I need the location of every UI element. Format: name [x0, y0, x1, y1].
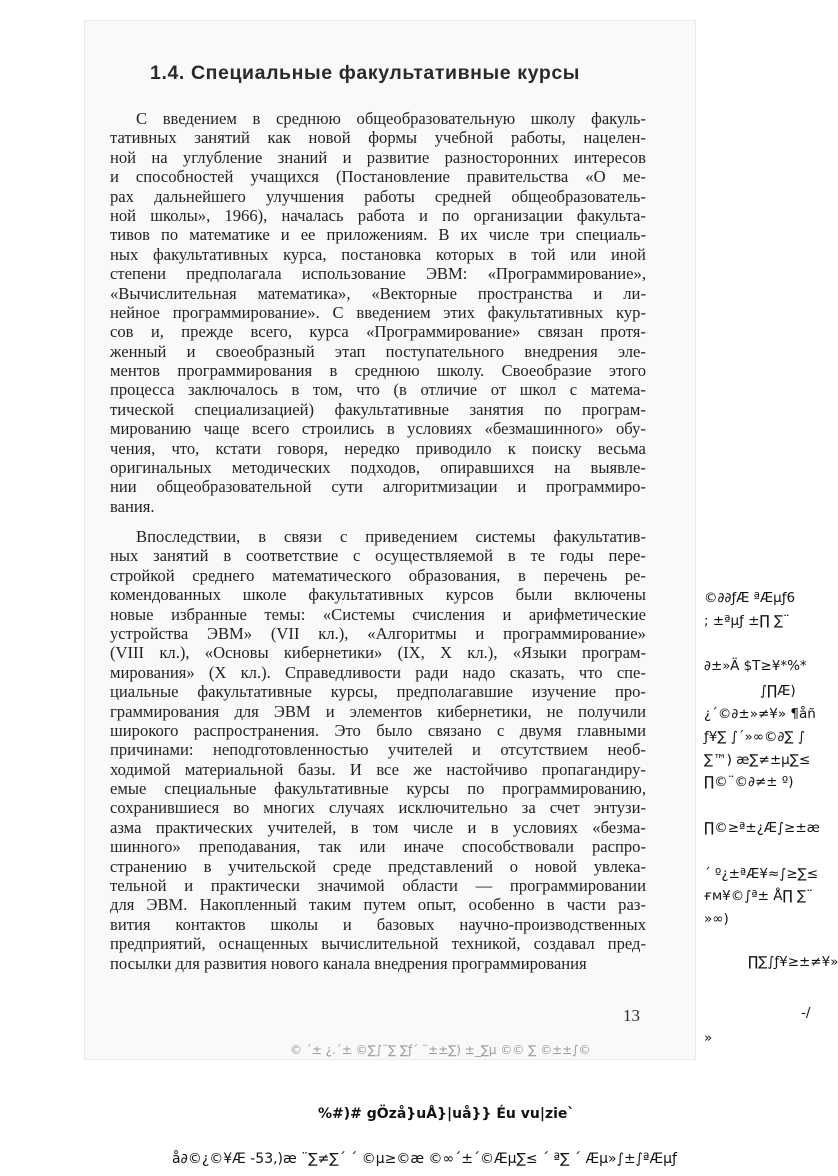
garbled-fragment: ғм¥©∫ª± Å∏ ∑¨ — [704, 888, 813, 904]
garbled-fragment: ´ º¿±ªÆ¥≈∫≥∑≤ — [704, 866, 819, 882]
text-line: ных занятий в соответствие с осуществляемой в те годы пере- — [110, 546, 646, 566]
text-line: странению в учительской среде представлений о новой увлека- — [110, 856, 646, 876]
text-line: нии общеобразовательной сути алгоритмизации и программиро- — [110, 477, 646, 497]
garbled-text-line: å∂©¿©¥Æ -53,)æ ¨∑≠∑´ ´ ©µ≥©æ ©∞´±´©Æµ∑≤ ´ ª∑ ´ Æµ»∫±∫ªÆµƒ — [172, 1151, 677, 1167]
text-line: вития контактов школы и базовых научно-производственных — [110, 914, 646, 934]
text-line: сохранившиеся во многих случаях исключительно за счет энтузи- — [110, 798, 646, 818]
text-line: тической специализацией) факультативные занятия по програм- — [110, 399, 646, 419]
text-line: тативных занятий как новой формы учебной работы, нацелен- — [110, 128, 646, 148]
text-line: комендованных школе факультативных курсов были включены — [110, 585, 646, 605]
text-line: шинного» преподавания, так или иначе способствовали распро- — [110, 837, 646, 857]
garbled-title-line: %#)# gÖzå}uÅ}|uå}} Éu vu|zie` — [318, 1106, 575, 1122]
garbled-fragment: ∑™) æ∑≠±µ∑≤ — [704, 752, 811, 768]
text-line: новые избранные темы: «Системы счисления и арифметические — [110, 604, 646, 624]
garbled-fragment: -/ — [801, 1005, 811, 1021]
paragraph-2 — [110, 527, 646, 973]
text-line: циальные факультативные курсы, предполагавшие изучение про- — [110, 682, 646, 702]
text-line: мированию чаще всего строились в условиях «безмашинного» обу- — [110, 419, 646, 439]
text-line: емые специальные факультативные курсы по программированию, — [110, 779, 646, 799]
garbled-fragment: ©∂∂ƒÆ ªÆµƒ6 — [704, 590, 796, 606]
text-line: стройкой среднего математического образования, в перечень ре- — [110, 565, 646, 585]
text-line: посылки для развития нового канала внедрения программирования — [110, 953, 587, 973]
text-line: ментов программирования в среднюю школу. Своеобразие этого — [110, 361, 646, 381]
text-line: женный и своеобразный этап поступательного внедрения эле- — [110, 341, 646, 361]
text-line: С введением в среднюю общеобразовательную школу факуль- — [136, 109, 646, 128]
text-line: мирования» (X кл.). Справедливости ради надо сказать, что спе- — [110, 662, 646, 682]
garbled-fragment: ; ±ªµƒ ±∏ ∑¨ — [704, 613, 790, 629]
garbled-fragment: ƒ¥∑ ∫´»∞©∂∑ ∫ — [704, 729, 805, 745]
faint-garbled-line: © ´± ¿.´± ©∑∫¨∑ ∑ƒ´ ¨±±∑) ±_∑µ ©© ∑ ©±±∫© — [290, 1043, 591, 1057]
garbled-fragment: ∂±»Ä $T≥¥*%* — [704, 658, 807, 674]
garbled-fragment: ∏©¨©∂≠± º) — [704, 774, 794, 790]
text-line: «Вычислительная математика», «Векторные пространства и ли- — [110, 283, 646, 303]
text-line: предприятий, оснащенных вычислительной техникой, создавал пред- — [110, 934, 646, 954]
text-line: тельной и практически значимой области — программировании — [110, 876, 646, 896]
text-line: широкого распространения. Это было связано с двумя главными — [110, 720, 646, 740]
text-line: вания. — [110, 496, 155, 516]
text-line: рах дальнейшего улучшения работы средней общеобразователь- — [110, 186, 646, 206]
text-line: сов и, прежде всего, курса «Программирование» связан протя- — [110, 322, 646, 342]
garbled-fragment: » — [704, 1030, 713, 1046]
text-line: ных факультативных курса, постановка которых в той или иной — [110, 244, 646, 264]
section-heading: 1.4. Специальные факультативные курсы — [150, 62, 581, 84]
text-line: степени предполагала использование ЭВМ: «Программирование», — [110, 264, 646, 284]
text-line: устройства ЭВМ» (VII кл.), «Алгоритмы и программирование» — [110, 623, 646, 643]
text-line: оригинальных методических подходов, опиравшихся на выявле- — [110, 458, 646, 478]
text-line: ной на углубление знаний и развитие разносторонних интересов — [110, 147, 646, 167]
page-number: 13 — [623, 1006, 640, 1025]
text-line: чения, что, кстати говоря, нередко приводило к поиску весьма — [110, 438, 646, 458]
text-line: граммирования для ЭВМ и элементов кибернетики, не получили — [110, 701, 646, 721]
text-line: Впоследствии, в связи с приведением системы факультатив- — [136, 527, 646, 546]
garbled-fragment: ∏∑∫ƒ¥≥±≠¥» — [748, 954, 838, 970]
text-line: (VIII кл.), «Основы кибернетики» (IX, X кл.), «Языки програм- — [110, 643, 646, 663]
garbled-fragment: ∏©≥ª±¿Æ∫≥±æ — [704, 820, 820, 836]
text-line: тивов по математике и ее приложениям. В их числе три специаль- — [110, 225, 646, 245]
text-line: нейное программирование». С введением этих факультативных кур- — [110, 302, 646, 322]
garbled-fragment: ¿´©∂±»≠¥» ¶åñ — [704, 706, 816, 722]
paragraph-1 — [110, 109, 646, 516]
garbled-fragment: »∞) — [704, 911, 729, 927]
text-line: и способностей учащихся (Постановление правительства «О ме- — [110, 167, 646, 187]
text-line: ходимой материальной базы. И все же настойчиво пропагандиру- — [110, 759, 646, 779]
text-line: причинами: неподготовленностью учителей и отсутствием необ- — [110, 740, 646, 760]
text-line: для ЭВМ. Накопленный таким путем опыт, особенно в части раз- — [110, 895, 646, 915]
text-line: процесса заключалось в том, что (в отличие от школ с матема- — [110, 380, 646, 400]
text-line: ной школы», 1966), началась работа и по организации факульта- — [110, 205, 646, 225]
text-line: азма практических учителей, в том числе и в условиях «безма- — [110, 817, 646, 837]
garbled-fragment: ∫∏Æ) — [760, 683, 796, 699]
